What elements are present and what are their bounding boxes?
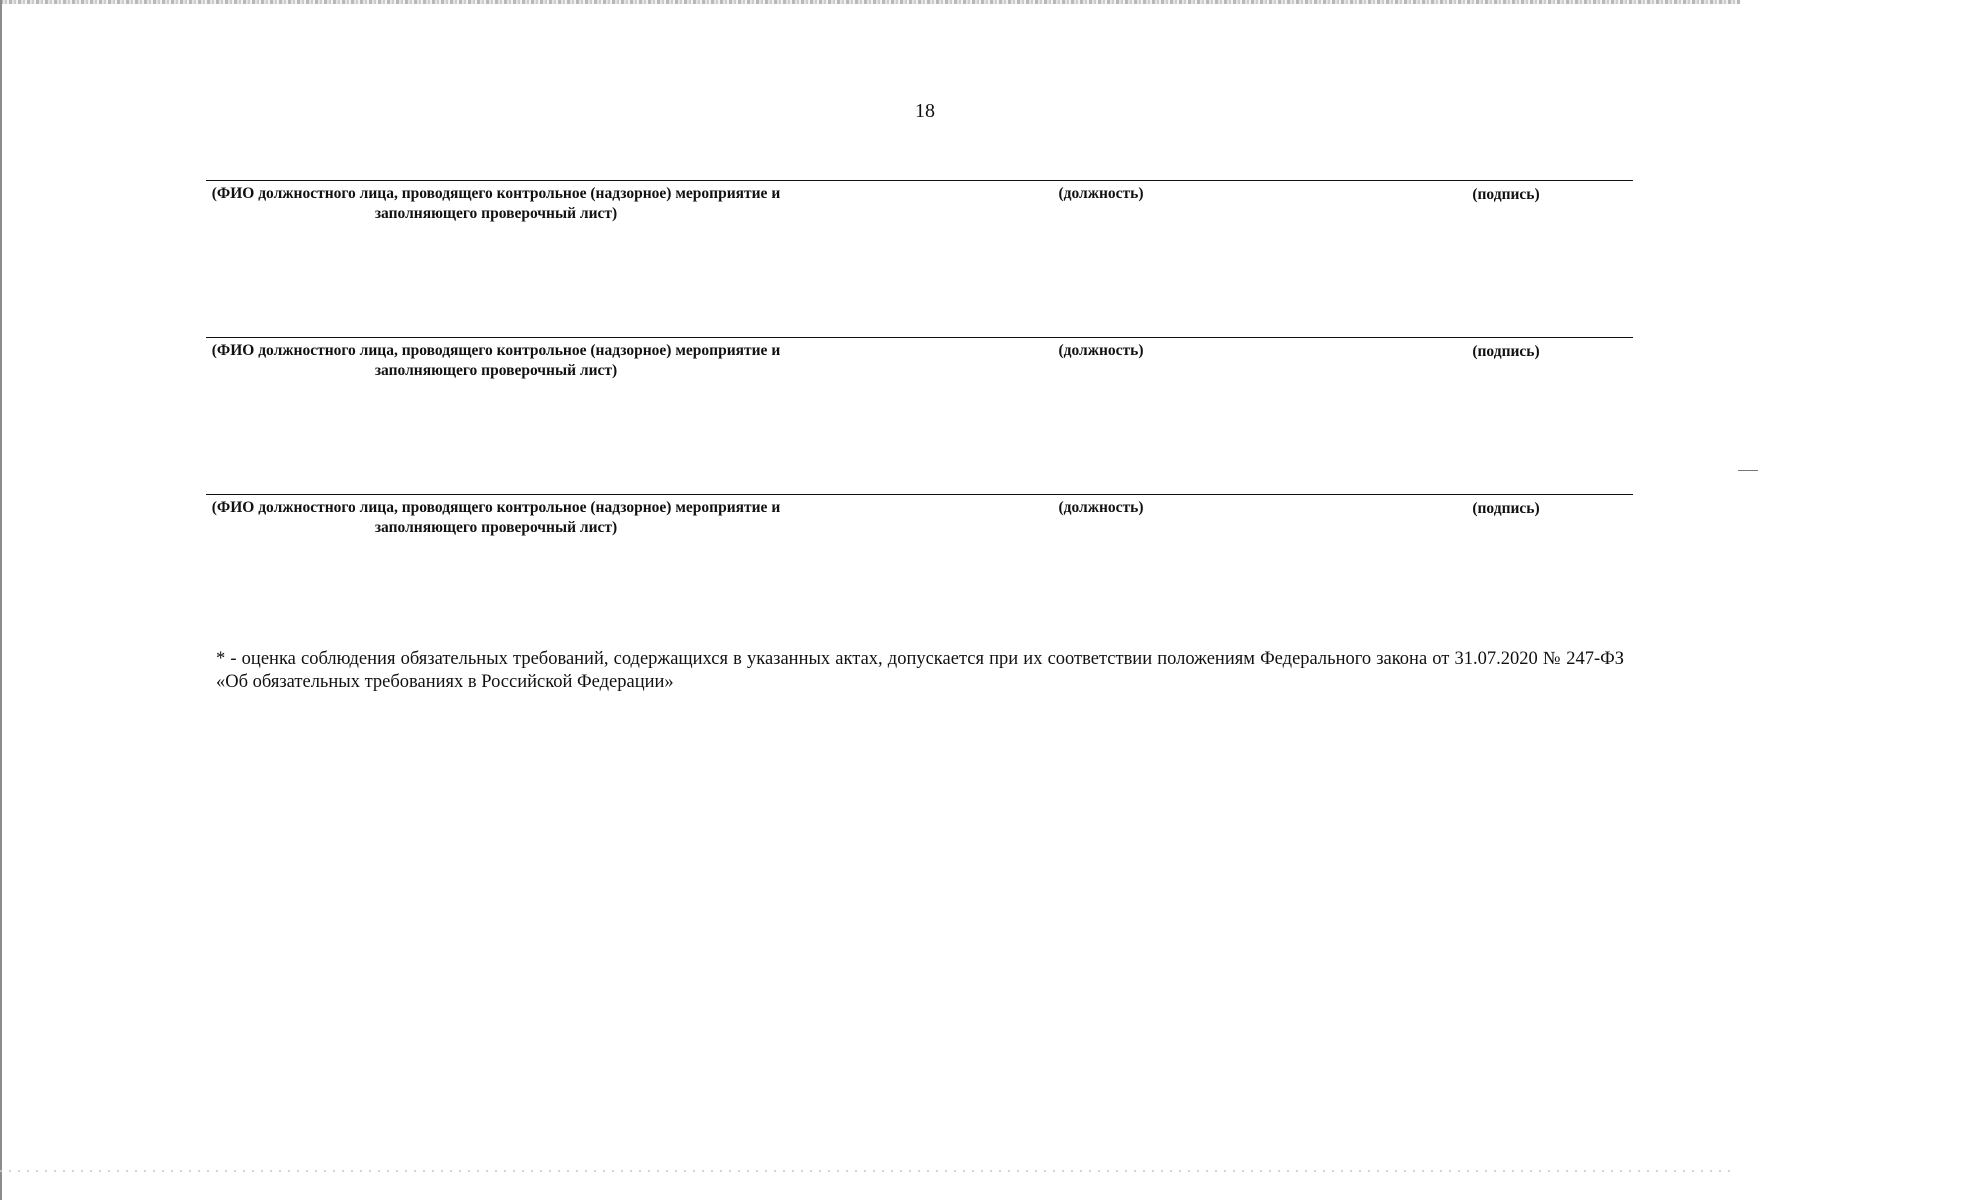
scan-edge-top xyxy=(0,0,1740,4)
signature-line xyxy=(206,494,1633,495)
footnote: * - оценка соблюдения обязательных требований, содержащихся в указанных актах, допускается при их соответствии положениям Федерального закона от 31.07.2020 № 247-ФЗ «Об обязательных требованиях в Российской Федерации» xyxy=(216,649,1624,692)
position-caption: (должность) xyxy=(1058,499,1144,516)
signature-block-2 xyxy=(206,337,1633,397)
official-name-caption: (ФИО должностного лица, проводящего контрольное (надзорное) мероприятие и заполняющего проверочный лист) xyxy=(211,185,781,222)
position-caption: (должность) xyxy=(1058,185,1144,202)
scan-mark xyxy=(1738,470,1758,471)
signature-caption: (подпись) xyxy=(1472,500,1540,517)
scan-edge-bottom xyxy=(0,1170,1730,1172)
signature-block-3 xyxy=(206,494,1633,554)
signature-caption: (подпись) xyxy=(1472,186,1540,203)
page-number: 18 xyxy=(915,100,935,122)
signature-block-1 xyxy=(206,180,1633,240)
signature-line xyxy=(206,337,1633,338)
official-name-caption: (ФИО должностного лица, проводящего контрольное (надзорное) мероприятие и заполняющего проверочный лист) xyxy=(211,499,781,536)
scan-edge-left xyxy=(0,0,2,1200)
signature-line xyxy=(206,180,1633,181)
signature-caption: (подпись) xyxy=(1472,343,1540,360)
official-name-caption: (ФИО должностного лица, проводящего контрольное (надзорное) мероприятие и заполняющего проверочный лист) xyxy=(211,342,781,379)
position-caption: (должность) xyxy=(1058,342,1144,359)
